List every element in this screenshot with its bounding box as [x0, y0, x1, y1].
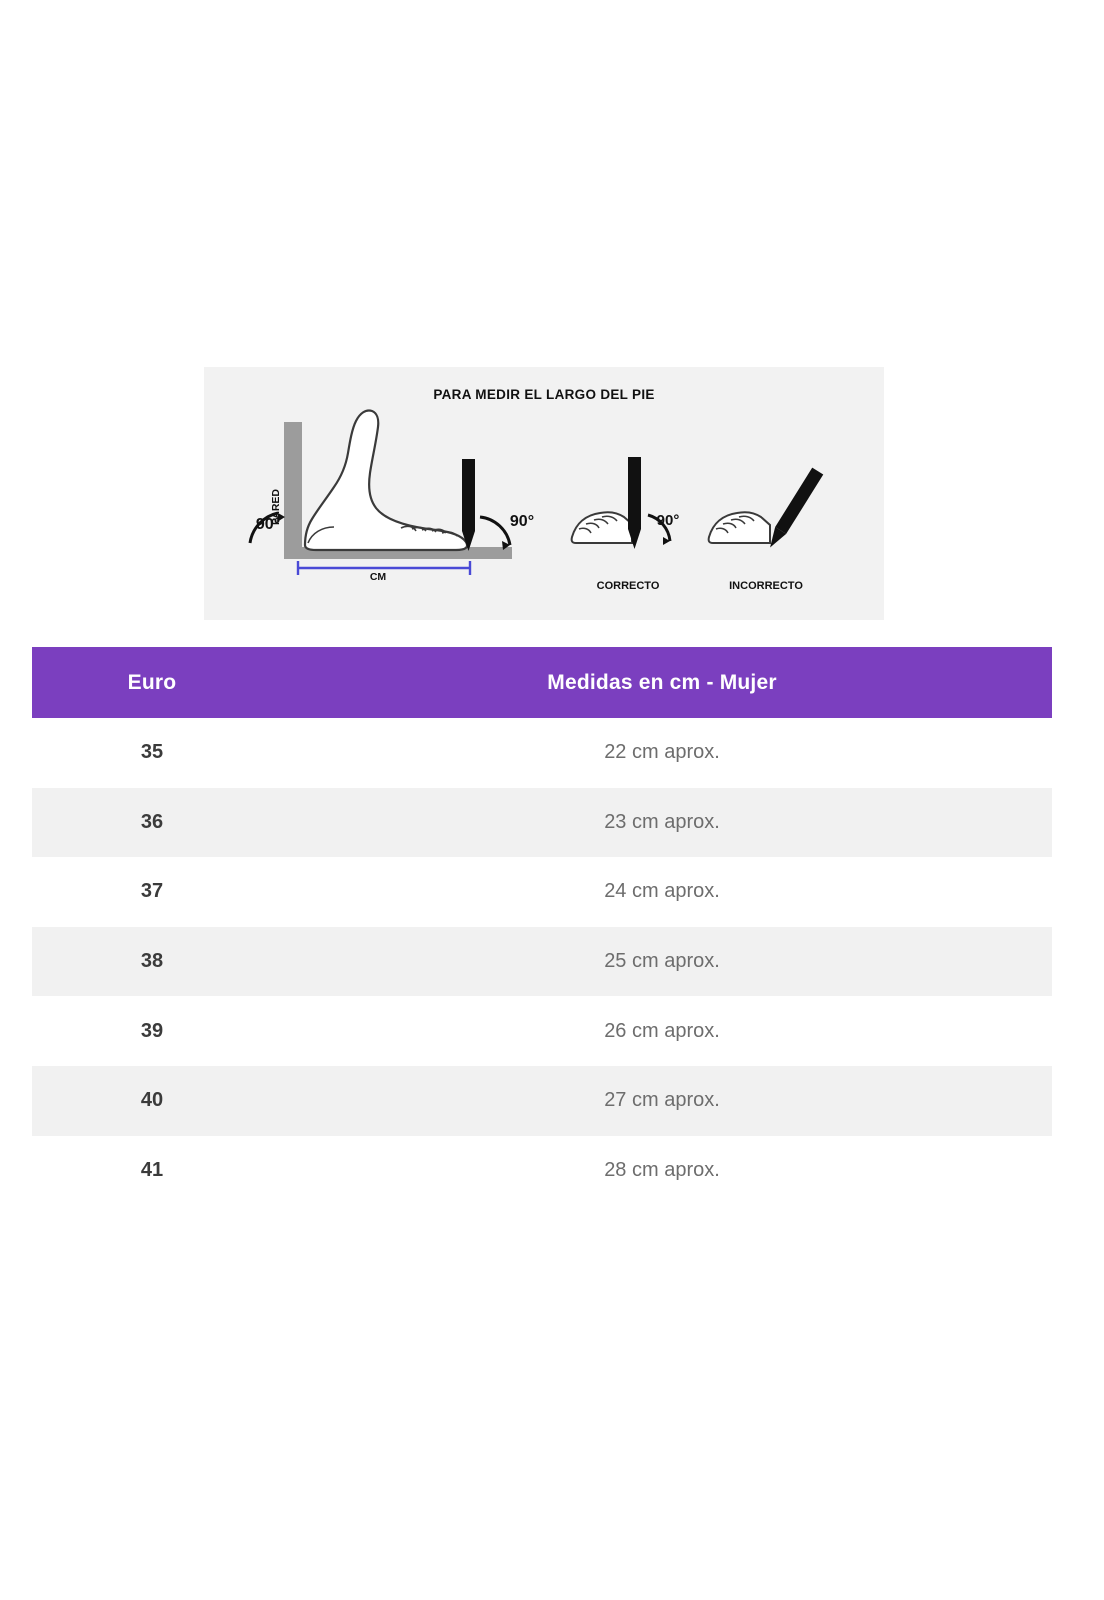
- size-chart-table: [32, 647, 1052, 1205]
- cell-euro: 38: [32, 927, 272, 997]
- correct-label: CORRECTO: [596, 580, 660, 592]
- table-head: [32, 647, 1052, 718]
- table-header-row: [32, 647, 1052, 718]
- foot-measure-diagram-panel: [204, 367, 884, 620]
- foot-outline: [305, 410, 467, 550]
- foot-measure-illustration: [204, 367, 884, 620]
- table-row: [32, 927, 1052, 997]
- cell-cm: 28 cm aprox.: [604, 1158, 720, 1181]
- angle-correct-label: 90°: [656, 512, 680, 529]
- wall-label: PARED: [270, 489, 282, 525]
- table-row: [32, 1136, 1052, 1206]
- cell-cm: 24 cm aprox.: [604, 880, 720, 903]
- cell-cm: 26 cm aprox.: [604, 1019, 720, 1042]
- cell-euro: 36: [32, 788, 272, 858]
- wall-shape: [284, 422, 302, 547]
- cell-euro: 37: [140, 880, 164, 903]
- cell-euro: 39: [140, 1019, 164, 1042]
- cell-euro: 35: [140, 741, 164, 764]
- incorrect-label: INCORRECTO: [729, 580, 803, 592]
- cell-cm: 27 cm aprox.: [272, 1066, 1052, 1136]
- cell-cm: 25 cm aprox.: [272, 927, 1052, 997]
- cell-euro: 41: [140, 1158, 164, 1181]
- table-body: [32, 718, 1052, 1205]
- table-row: [32, 788, 1052, 858]
- table-row: [32, 718, 1052, 788]
- cell-cm: 22 cm aprox.: [604, 741, 720, 764]
- diagram-title: PARA MEDIR EL LARGO DEL PIE: [433, 387, 655, 402]
- table-row: [32, 857, 1052, 927]
- table-row: [32, 1066, 1052, 1136]
- header-cm: Medidas en cm - Mujer: [272, 647, 1052, 718]
- angle-left-label: 90°: [255, 516, 281, 533]
- cell-euro: 40: [32, 1066, 272, 1136]
- incorrect-scene: [709, 468, 824, 551]
- table-row: [32, 996, 1052, 1066]
- cm-label: CM: [369, 571, 387, 583]
- cell-cm: 23 cm aprox.: [272, 788, 1052, 858]
- header-euro: Euro: [32, 647, 272, 718]
- pencil-left: [462, 459, 475, 551]
- angle-right-label: 90°: [509, 513, 535, 530]
- correct-scene: [572, 457, 670, 549]
